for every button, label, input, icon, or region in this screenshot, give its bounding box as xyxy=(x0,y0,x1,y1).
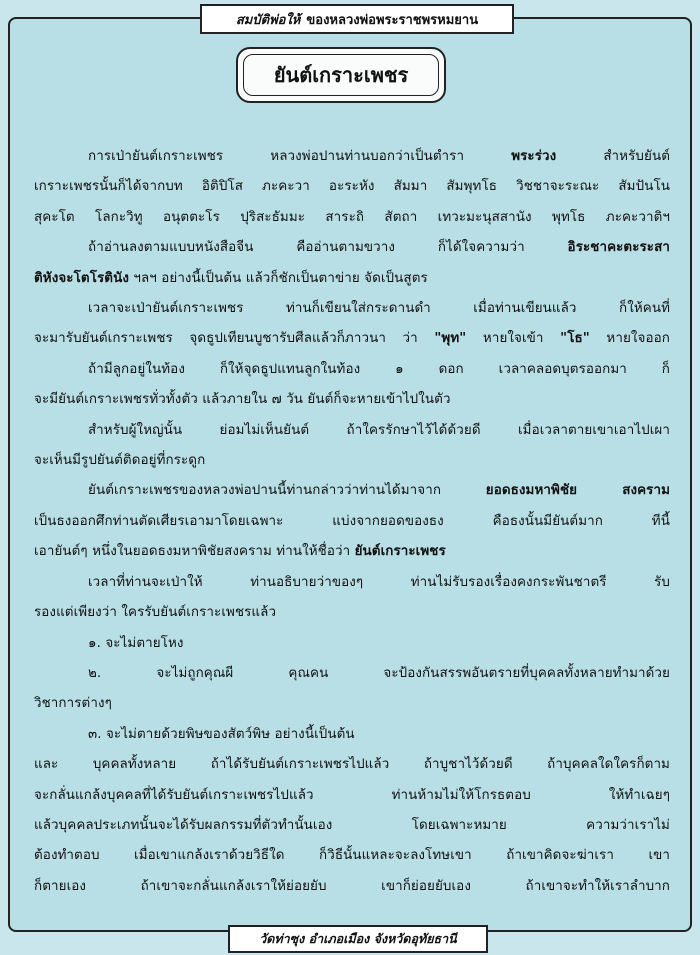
text-span: หายใจเข้า xyxy=(466,331,561,347)
list-item: ๓. จะไม่ตายด้วยพิษของสัตว์พิษ อย่างนี้เป็นต้น xyxy=(88,726,355,742)
series-header xyxy=(200,4,514,34)
bold-term: อิระชาคะตะระสา xyxy=(567,240,670,256)
text-line: วิชาการต่างๆ xyxy=(34,696,112,712)
text-line: เป็นธงออกศึกท่านตัดเศียรเอามาโดยเฉพาะ แบ่งจากยอดของธง คือธงนั้นมียันต์มาก ทีนี้ xyxy=(34,513,670,529)
series-title: ของหลวงพ่อพระราชพรหมยาน xyxy=(306,12,479,28)
bold-term: ติหังจะโตโรตินัง xyxy=(34,270,129,286)
text-line: สุคะโต โลกะวิทู อนุตตะโร ปุริสะธัมมะ สาระถิ สัตถา เทวะมะนุสสานัง พุทโธ ภะคะวาติฯ xyxy=(34,209,670,225)
text-line: เวลาจะเป่ายันต์เกราะเพชร ท่านก็เขียนใส่กระดานดำ เมื่อท่านเขียนแล้ว ก็ให้คนที่ xyxy=(88,301,670,317)
text-line: จะเห็นมีรูปยันต์ติดอยู่ที่กระดูก xyxy=(34,453,206,469)
bold-term: "พุท" xyxy=(434,331,467,347)
text-line: จะมียันต์เกราะเพชรทั่วทั้งตัว แล้วภายใน ๗ วัน ยันต์ก็จะหายเข้าไปในตัว xyxy=(34,392,451,408)
text-line xyxy=(34,142,670,172)
text-line xyxy=(34,537,670,567)
text-line xyxy=(34,233,670,263)
text-line xyxy=(34,264,670,294)
series-title-italic: สมบัติพ่อให้ xyxy=(235,12,301,28)
text-span: การเป่ายันต์เกราะเพชร หลวงพ่อปานท่านบอกว่าเป็นตำรา xyxy=(88,149,512,164)
text-line: ถ้ามีลูกอยู่ในท้อง ก็ให้จุดธูปแทนลูกในท้อง ๑ ดอก เวลาคลอดบุตรออกมา ก็ xyxy=(88,361,670,377)
page-title: ยันต์เกราะเพชร xyxy=(243,54,439,96)
title-box xyxy=(236,47,446,103)
text-line xyxy=(34,324,670,354)
text-line: สำหรับผู้ใหญ่นั้น ย่อมไม่เห็นยันต์ ถ้าใครรักษาไว้ได้ด้วยดี เมื่อเวลาตายเขาเอาไปเผา xyxy=(88,422,670,438)
list-item: ๑. จะไม่ตายโหง xyxy=(88,635,184,651)
text-line: ต้องทำตอบ เมื่อเขาแกล้งเราด้วยวิธีใด ก็วิธีนั้นแหละจะลงโทษเขา ถ้าเขาคิดจะฆ่าเรา เขา xyxy=(34,848,670,864)
list-item: ๒. จะไม่ถูกคุณผี คุณคน จะป้องกันสรรพอันตรายที่บุคคลทั้งหลายทำมาด้วย xyxy=(88,665,670,681)
text-line: แล้วบุคคลประเภทนั้นจะได้รับผลกรรมที่ตัวทำนั้นเอง โดยเฉพาะหมาย ความว่าเราไม่ xyxy=(34,817,670,833)
bold-term: ยันต์เกราะเพชร xyxy=(354,544,446,560)
text-span: จะมารับยันต์เกราะเพชร จุดธูปเทียนบูชารับศีลแล้วก็ภาวนา ว่า xyxy=(34,331,435,347)
text-line: รองแต่เพียงว่า ใครรับยันต์เกราะเพชรแล้ว xyxy=(34,605,277,621)
text-span: ถ้าอ่านลงตามแบบหนังสือจีน คืออ่านตามขวาง ก็ได้ใจความว่า xyxy=(88,240,568,256)
text-span: เอายันต์ๆ หนึ่งในยอดธงมหาพิชัยสงคราม ท่านให้ชื่อว่า xyxy=(34,544,355,560)
footer-label: วัดท่าซุง อำเภอเมือง จังหวัดอุทัยธานี xyxy=(228,925,488,953)
text-line xyxy=(34,476,670,506)
bold-term: "โธ" xyxy=(560,331,590,347)
bold-term: ยอดธงมหาพิชัย สงคราม xyxy=(485,483,671,499)
text-line: ก็ตายเอง ถ้าเขาจะกลั่นแกล้งเราให้ย่อยยับ เขาก็ย่อยยับเอง ถ้าเขาจะทำให้เราลำบาก xyxy=(34,878,670,894)
text-span: ฯลฯ อย่างนี้เป็นต้น แล้วก็ชักเป็นตาข่าย จัดเป็นสูตร xyxy=(128,270,428,286)
text-span: หายใจออก xyxy=(589,331,670,347)
text-line: เวลาที่ท่านจะเป่าให้ ท่านอธิบายว่าของๆ ท่านไม่รับรองเรื่องคงกระพันชาตรี รับ xyxy=(88,574,670,590)
text-line: เกราะเพชรนั้นก็ได้จากบท อิติปิโส ภะคะวา อะระหัง สัมมา สัมพุทโธ วิชชาจะระณะ สัมปันโน xyxy=(34,179,670,195)
article-body xyxy=(34,142,670,902)
text-line: และ บุคคลทั้งหลาย ถ้าได้รับยันต์เกราะเพชรไปแล้ว ถ้าบูชาไว้ด้วยดี ถ้าบุคคลใดใครก็ตาม xyxy=(34,757,670,773)
text-span: สำหรับยันต์ xyxy=(556,149,670,164)
text-line: จะกลั่นแกล้งบุคคลที่ได้รับยันต์เกราะเพชรไปแล้ว ท่านห้ามไม่ให้โกรธตอบ ให้ทำเฉยๆ xyxy=(34,787,670,803)
text-span: ยันต์เกราะเพชรของหลวงพ่อปานนี้ท่านกล่าวว่าท่านได้มาจาก xyxy=(88,483,486,499)
bold-term: พระร่วง xyxy=(511,149,557,164)
